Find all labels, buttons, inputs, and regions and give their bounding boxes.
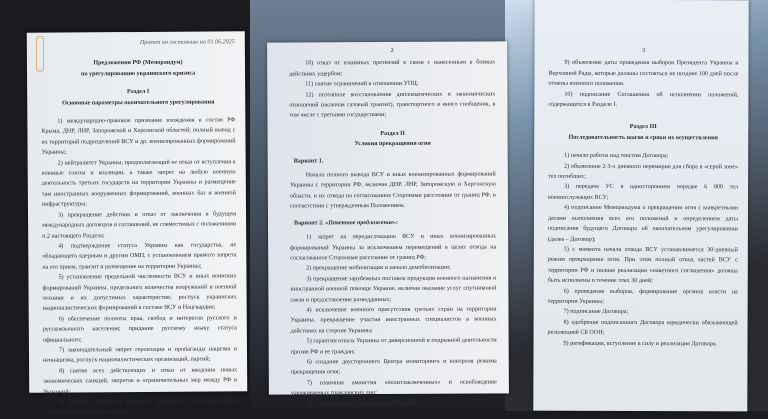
list-item: 5) гарантии отказа Украины от диверсионной и подрывной деятельности против РФ и ее граждан; [290,337,497,356]
list-item: 11) снятие ограничений в отношении УПЦ; [305,81,419,88]
document-subtitle: по урегулированию украинского кризиса [80,70,196,78]
list-item: 4) подписание Меморандума о прекращении огня с конкретными датами выполнения всех его положений и определением даты подписания будущего Договора об окончательном урегулировании (далее – Договор); [547,205,739,243]
list-item: 2) объявление 2-3-х дневного перемирия для сбора в «серой зоне» тел погибших; [548,163,739,180]
section-label: Раздел III [629,124,657,131]
list-item: 3) прекращение зарубежных поставок продукции военного назначения и иностранной военной помощи Украине, включая оказание услуг спутниковой связи и предоставление разведданных; [290,275,497,304]
list-item: 5) установление предельной численности ВСУ и иных воинских формирований Украины, предельного количества вооружений и военной техники и их допустимых характеристик; роспуск украинских националистических формирований в составе ВСУ и Нацгвардии; [42,273,237,313]
list-item: 5) с момента начала отвода ВСУ устанавливается 30-дневный режим прекращения огня. При этом полный отвод частей ВСУ с территории РФ и полная реализация «пакетного соглашения» должны быть исполнены в течение этих 30 дней; [547,246,738,285]
list-item: 2) прекращение мобилизации и начало демобилизации; [306,264,451,272]
document-title: Предложения РФ (Меморандум) [93,60,183,67]
variant-1-title: Вариант 1. [293,157,324,165]
list-item: 1) начало работы над текстом Договора; [564,152,669,160]
draft-date-note: Проект по состоянию на 01.06.2025 [139,39,235,46]
list-item: 6) создание двустороннего Центра мониторинга и контроля режима прекращения огня; [290,358,497,376]
list-item: 9) объявление даты проведения выборов Президента Украины и Верховной Рады, которые должны состояться не позднее 100 дней после отмены военного положения. [548,60,739,88]
list-item: 1) международно-правовое признание вхождения в состав РФ Крыма, ДНР, ЛНР, Запорожской и Херсонской областей; полный вывод с их территорий подразделений ВСУ и др. военизированных формирований Украины; [41,117,236,156]
variant-2-heading [294,217,496,228]
list-item: 7) подписание Договора; [563,309,629,316]
paper-clip-icon [36,36,44,72]
list-item: 3) передача УС в одностороннем порядке 6 000 тел военнослужащих ВСУ; [548,184,739,201]
list-item: 7) законодательный запрет героизации и пропаганды нацизма и неонацизма, роспуск националистических организаций, партий; [43,346,237,365]
variant-1-text: Начало полного вывода ВСУ и иных военизированных формирований Украины с территории РФ, включая ДНР, ЛНР, Запорожскую и Херсонскую области, и их отвода на согласованное Сторонами расстояние от границ РФ, в соответствии с утвержденным Положением. [289,171,496,210]
list-item: 1) запрет на передислокацию ВСУ и иных военизированных формирований Украины за исключением перемещений в целях отвода на согласованное Сторонами расстояние от границ РФ; [290,233,497,262]
list-item: 4) исключение военного присутствия третьих стран на территории Украины, прекращение участия иностранных специалистов в военных действиях на стороне Украины; [290,306,497,335]
variant-2-subtitle: «Пакетное предложение»: [325,219,399,227]
list-item: 8) снятие всех действующих и отказ от введения новых экономических санкций, запретов и ограничительных мер между РФ и Украиной; [43,367,238,396]
list-item: 8) одобрение подписанного Договора юридически обязывающей резолюцией СБ ООН; [547,319,738,337]
document-page-2 [267,41,509,408]
page-number: 3 [641,48,646,55]
list-item: 9) решение комплекса вопросов, связанных с воссоединением семей и перемещенными лицами; [43,398,238,417]
list-item: 10) отказ от взаимных претензий в связи с нанесенным в боевых действиях ущербом; [289,59,496,78]
section-title: Условия прекращения огня [354,141,431,148]
list-item: 10) подписание Соглашения об исполнении положений, содержащихся в Разделе I. [548,91,739,108]
section-label: Раздел I [127,89,150,96]
list-item: 12) поэтапное восстановление дипломатических и экономических отношений (включая газовый транзит), транспортного и иного сообщения, в том числе с третьими государствами; [289,91,496,119]
section-label: Раздел II [380,130,405,137]
variant-2-title: Вариант 2. [294,220,324,227]
document-page-3 [533,0,748,411]
section-title: Основные параметры окончательного урегулирования [62,99,215,107]
list-item: 3) прекращение действия и отказ от заключения в будущем международных договоров и соглашений, не совместимых с положениями п.2 настоящего Раздела; [42,210,237,240]
list-item: 6) проведение выборов, формирование органов власти на территории Украины; [547,288,738,305]
list-item: 4) подтверждение статуса Украины как государства, не обладающего ядерным и другим ОМП, с установлением прямого запрета на его прием, транзит и размещение на территории Украины; [42,242,237,271]
list-item: 7) взаимная амнистия «политзаключенных» и освобождение удерживаемых гражданских лиц; [290,379,497,397]
list-item: 9) ратификация, вступление в силу и реализация Договора. [563,340,718,347]
section-title: Последовательность шагов и сроки их осуществления [568,134,718,142]
list-item: 6) обеспечение полноты прав, свобод и интересов русского и русскоязычного населения; придание русскому языку статуса официального; [42,315,237,344]
list-item: 2) нейтралитет Украины, предполагающий ее отказ от вступления в военные союзы и коалиции, а также запрет на любую военную деятельность третьих государств на территории Украины и размещение там иностранных вооруженных формирований, военных баз и военной инфраструктуры; [41,158,236,208]
page-number: 2 [390,47,394,54]
document-page-1 [27,31,248,417]
list-item: 8) отмена военного положения на Украине; [306,400,420,408]
